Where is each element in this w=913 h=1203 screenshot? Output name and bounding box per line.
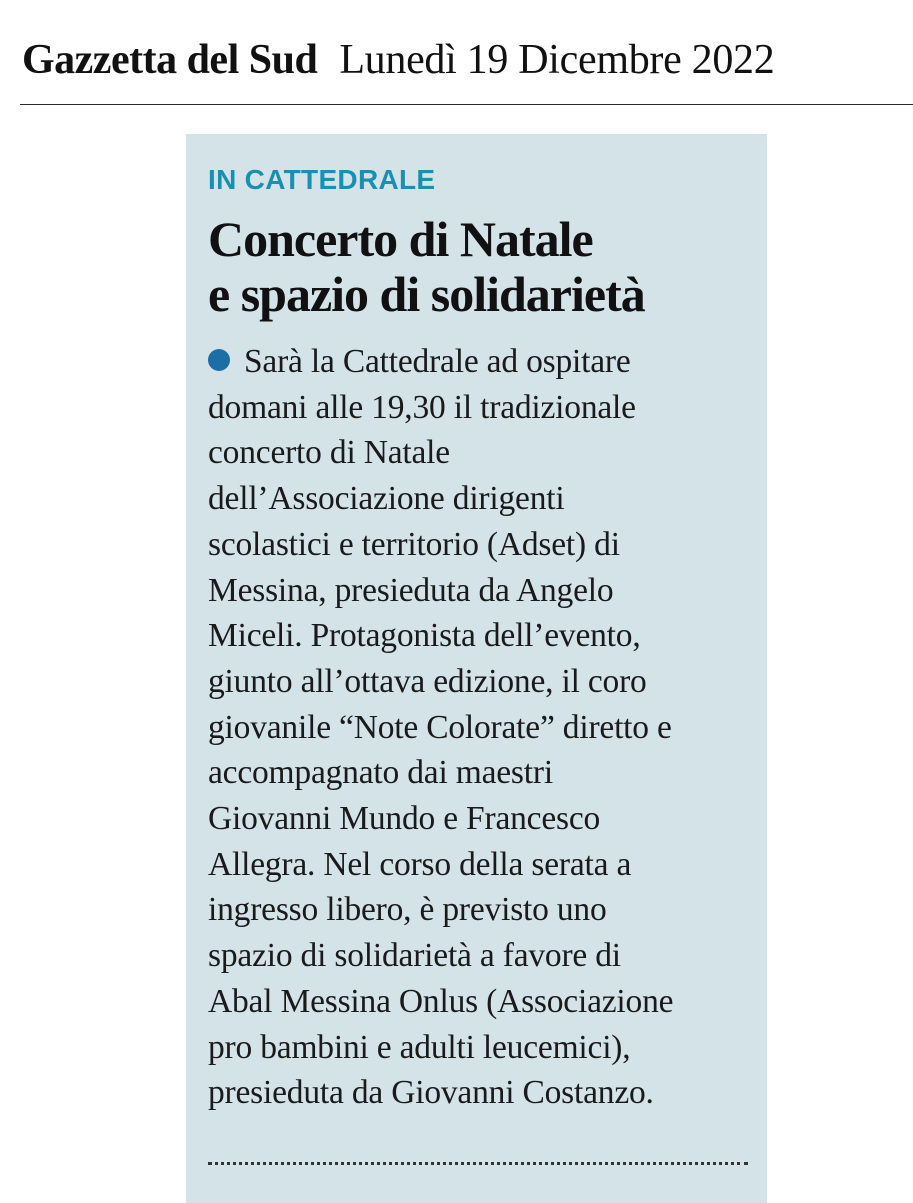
body-line: accompagnato dai maestri [208,754,553,792]
article-box [186,134,767,1203]
masthead-divider [20,104,913,105]
body-line: scolastici e territorio (Adset) di [208,525,620,563]
article-body [208,339,758,1116]
body-line: Messina, presieduta da Angelo [208,571,614,609]
article-kicker: IN CATTEDRALE [208,164,436,195]
body-line: Abal Messina Onlus (Associazione [208,982,674,1020]
body-line: spazio di solidarietà a favore di [208,937,621,975]
body-line: dell’Associazione dirigenti [208,480,565,518]
body-line-text: Sarà la Cattedrale ad ospitare [244,343,631,380]
newspaper-name: Gazzetta del Sud [22,37,318,83]
body-line: Allegra. Nel corso della serata a [208,845,632,883]
body-line: presieduta da Giovanni Costanzo. [208,1074,654,1112]
publication-date: Lunedì 19 Dicembre 2022 [339,37,775,83]
body-line: Miceli. Protagonista dell’evento, [208,617,641,655]
body-line: Giovanni Mundo e Francesco [208,800,601,838]
body-line [208,339,758,385]
body-line: domani alle 19,30 il tradizionale [208,388,636,426]
dotted-separator [208,1162,748,1165]
body-line: ingresso libero, è previsto uno [208,891,607,929]
article-headline [208,212,758,322]
masthead [22,36,774,86]
headline-line: Concerto di Natale [208,211,593,267]
body-line: pro bambini e adulti leucemici), [208,1028,631,1066]
body-line: giovanile “Note Colorate” diretto e [208,708,672,746]
bullet-icon [208,349,230,371]
body-line: giunto all’ottava edizione, il coro [208,662,647,700]
headline-line: e spazio di solidarietà [208,266,645,322]
body-line: concerto di Natale [208,434,450,472]
